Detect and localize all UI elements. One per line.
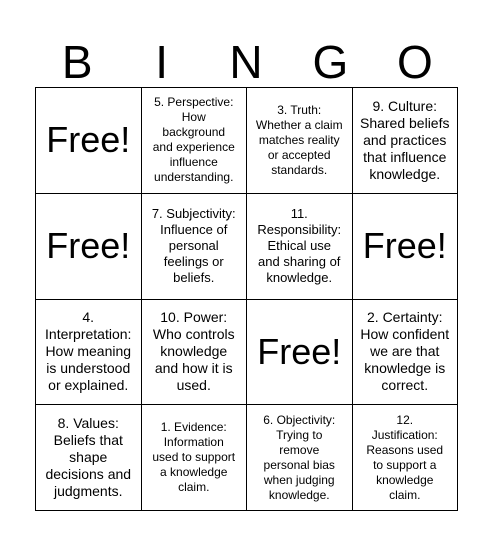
- bingo-cell-free[interactable]: Free!: [247, 300, 353, 406]
- bingo-cell-responsibility[interactable]: 11. Responsibility: Ethical use and sharing of knowledge.: [247, 194, 353, 300]
- header-letter-g: G: [312, 36, 349, 88]
- header-letter-i: I: [155, 36, 168, 88]
- bingo-cell-culture[interactable]: 9. Culture: Shared beliefs and practices that influence knowledge.: [353, 88, 459, 194]
- header-letter-o: O: [396, 36, 433, 88]
- bingo-cell-truth[interactable]: 3. Truth: Whether a claim matches reality or accepted standards.: [247, 88, 353, 194]
- bingo-cell-perspective[interactable]: 5. Perspective: How background and experience influence understanding.: [142, 88, 248, 194]
- bingo-cell-power[interactable]: 10. Power: Who controls knowledge and how it is used.: [142, 300, 248, 406]
- bingo-cell-free[interactable]: Free!: [36, 194, 142, 300]
- bingo-cell-subjectivity[interactable]: 7. Subjectivity: Influence of personal feelings or beliefs.: [142, 194, 248, 300]
- bingo-cell-free[interactable]: Free!: [353, 194, 459, 300]
- header-letter-b: B: [61, 36, 93, 88]
- bingo-cell-values[interactable]: 8. Values: Beliefs that shape decisions and judgments.: [36, 405, 142, 511]
- bingo-header: [35, 30, 457, 88]
- bingo-grid: [35, 87, 458, 511]
- header-letter-n: N: [229, 36, 263, 88]
- bingo-cell-objectivity[interactable]: 6. Objectivity: Trying to remove personal bias when judging knowledge.: [247, 405, 353, 511]
- bingo-cell-justification[interactable]: 12. Justification: Reasons used to support a knowledge claim.: [353, 405, 459, 511]
- bingo-cell-interpretation[interactable]: 4. Interpretation: How meaning is understood or explained.: [36, 300, 142, 406]
- bingo-cell-evidence[interactable]: 1. Evidence: Information used to support a knowledge claim.: [142, 405, 248, 511]
- bingo-cell-free[interactable]: Free!: [36, 88, 142, 194]
- bingo-cell-certainty[interactable]: 2. Certainty: How confident we are that knowledge is correct.: [353, 300, 459, 406]
